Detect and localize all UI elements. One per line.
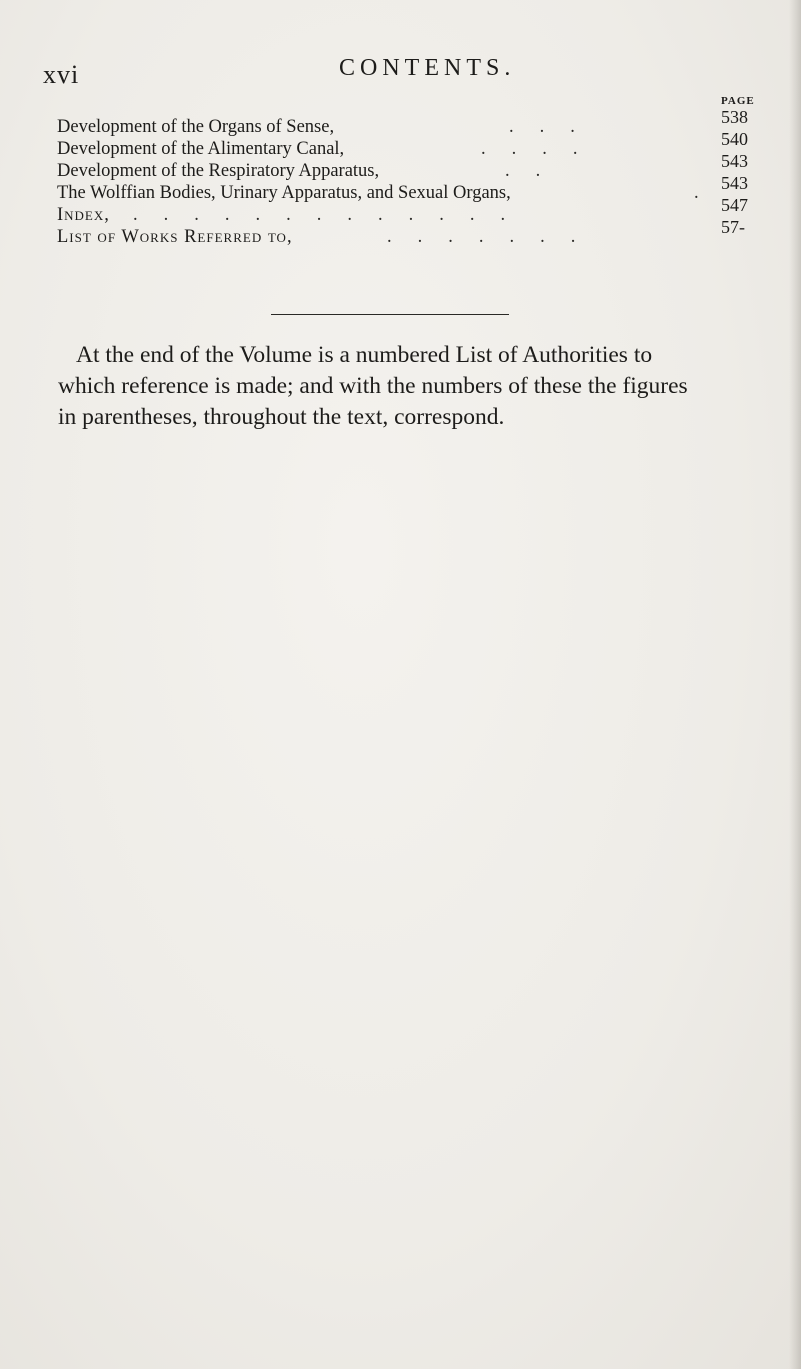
toc-entry-page: 540 xyxy=(721,129,748,149)
page-edge-shadow xyxy=(789,0,801,1369)
toc-entry-title: The Wolffian Bodies, Urinary Apparatus, and Sexual Organs, xyxy=(57,183,511,203)
dot-leader: .. xyxy=(505,161,567,181)
toc-entry-title: List of Works Referred to, xyxy=(57,227,293,247)
toc-entry-page: 543 xyxy=(721,151,748,171)
dot-leader: ....... xyxy=(387,227,602,247)
dot-leader: ... xyxy=(509,117,601,137)
toc-entry[interactable] xyxy=(57,195,769,226)
running-head: CONTENTS. xyxy=(339,55,516,81)
table-of-contents xyxy=(57,108,769,248)
note-line: in parentheses, throughout the text, correspond. xyxy=(58,404,505,430)
toc-entry-title: Development of the Alimentary Canal, xyxy=(57,139,345,159)
toc-entry-title: Index, xyxy=(57,205,110,225)
toc-entry-page: 547 xyxy=(721,195,748,215)
toc-entry-title: Development of the Organs of Sense, xyxy=(57,117,335,137)
page-number: xvi xyxy=(43,60,80,89)
toc-entry[interactable] xyxy=(57,173,769,204)
toc-entry[interactable] xyxy=(57,129,769,160)
dot-leader: . xyxy=(694,183,725,203)
note-line: which reference is made; and with the numbers of these the figures xyxy=(58,373,688,399)
toc-entry[interactable] xyxy=(57,151,769,182)
toc-entry-title: Development of the Respiratory Apparatus, xyxy=(57,161,380,181)
divider-rule xyxy=(271,314,509,315)
dot-leader: .... xyxy=(481,139,604,159)
toc-entry[interactable] xyxy=(57,107,769,138)
toc-entry-page: 543 xyxy=(721,173,748,193)
page-column-label: PAGE xyxy=(721,95,755,107)
dot-leader: ............. xyxy=(133,205,532,225)
authorities-note xyxy=(58,340,773,433)
toc-entry-page: 57- xyxy=(721,217,745,237)
toc-entry-page: 538 xyxy=(721,107,748,127)
toc-entry[interactable] xyxy=(57,217,769,248)
note-line: At the end of the Volume is a numbered List of Authorities to xyxy=(76,342,653,368)
